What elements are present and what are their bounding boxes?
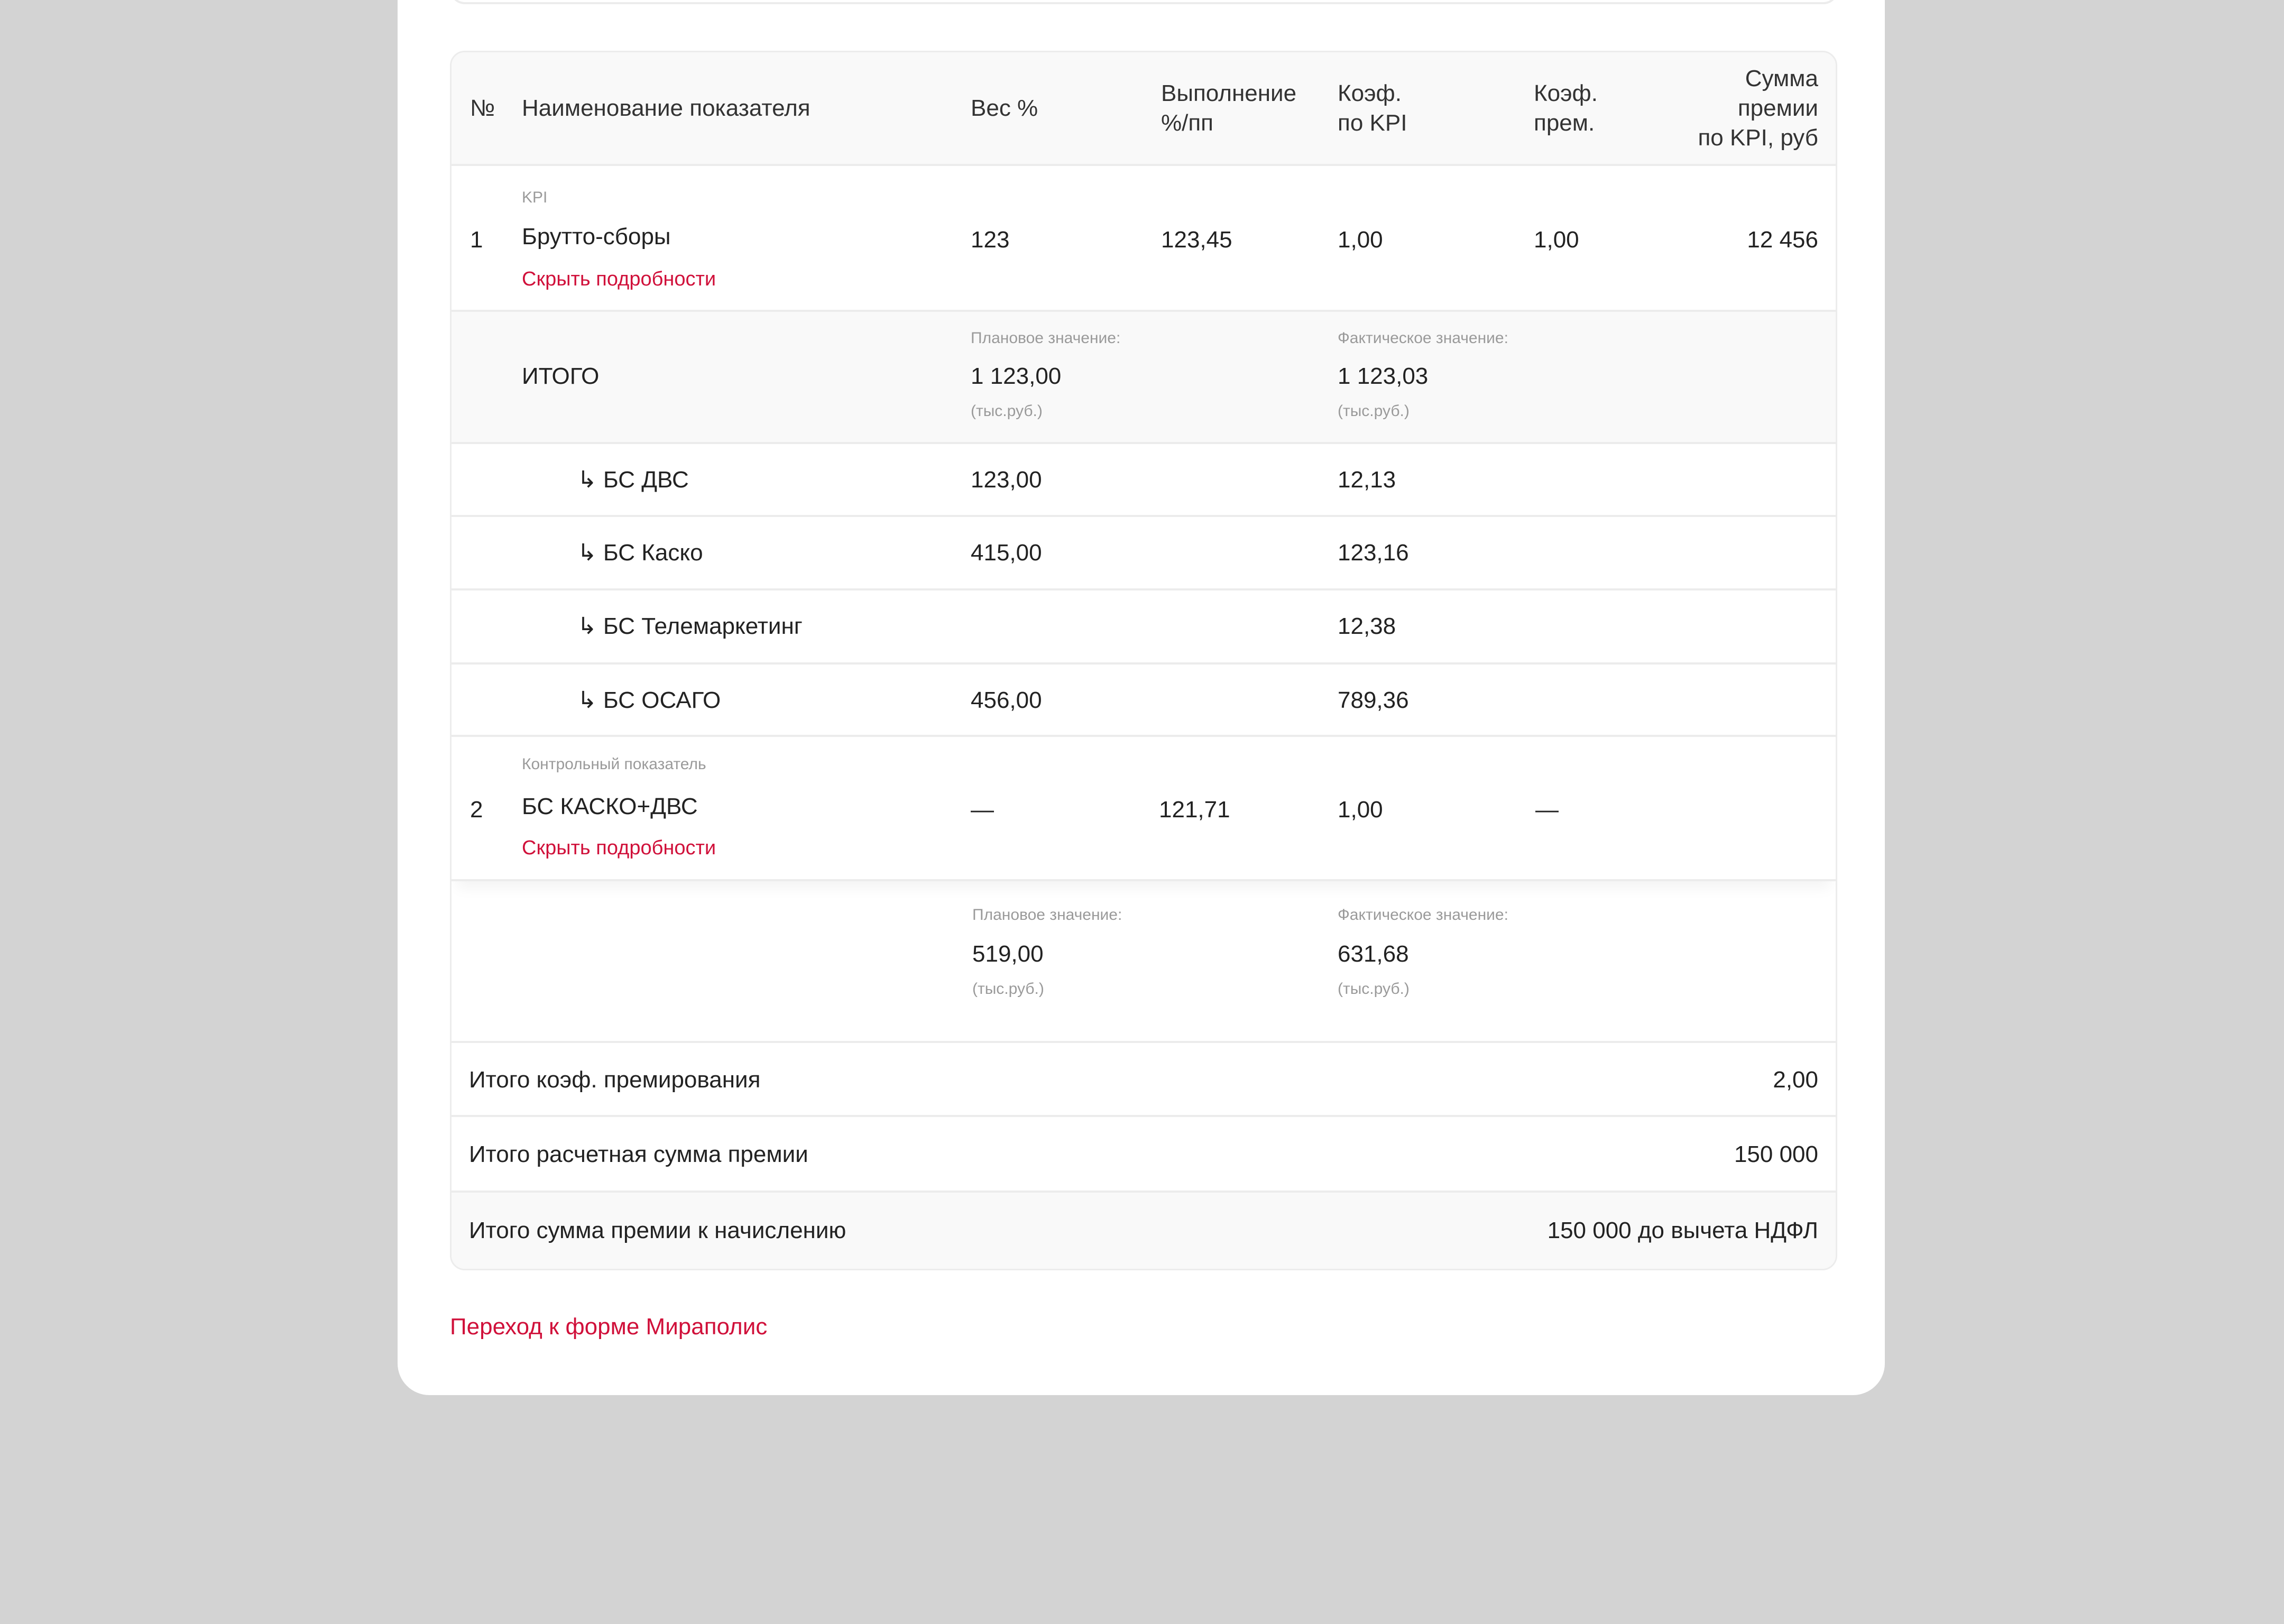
row-sum: 12 456	[1747, 227, 1818, 253]
header-completion-line1: Выполнение	[1161, 80, 1297, 106]
plan-unit: (тыс.руб.)	[971, 402, 1043, 420]
summary-label: Итого сумма премии к начислению	[469, 1217, 846, 1243]
summary-row-coef	[452, 1043, 1836, 1117]
total-label: ИТОГО	[522, 363, 600, 389]
row-weight: 123	[971, 227, 1010, 253]
summary-value: 150 000 до вычета НДФЛ	[1547, 1217, 1818, 1243]
plan-value: 1 123,00	[971, 363, 1062, 389]
row-type-label: KPI	[522, 189, 548, 206]
row-prem-coef: —	[1535, 797, 1559, 823]
mirapolis-form-link[interactable]: Переход к форме Мираполис	[450, 1314, 768, 1340]
row-completion: 123,45	[1161, 227, 1232, 253]
summary-value: 150 000	[1734, 1141, 1818, 1167]
fact-unit: (тыс.руб.)	[1338, 402, 1410, 420]
header-weight: Вес %	[971, 95, 1038, 121]
sub-row-fact: 789,36	[1338, 687, 1409, 713]
header-num: №	[470, 95, 495, 121]
row-completion: 121,71	[1159, 797, 1230, 823]
header-completion-line2: %/пп	[1161, 110, 1213, 136]
header-sum-line3: по KPI, руб	[1698, 125, 1818, 151]
row-name: Брутто-сборы	[522, 224, 671, 250]
plan-unit: (тыс.руб.)	[972, 980, 1044, 998]
sub-row-fact: 123,16	[1338, 540, 1409, 566]
sub-row	[452, 517, 1836, 590]
sub-arrow-icon: ↳	[577, 540, 597, 566]
header-completion	[1161, 79, 1296, 138]
table-row-kpi-1	[452, 166, 1836, 312]
sub-row-label: БС Телемаркетинг	[603, 613, 803, 639]
header-sum-line1: Сумма	[1745, 66, 1818, 91]
kpi-table	[450, 51, 1837, 1270]
header-kpi-coef-line2: по KPI	[1338, 110, 1407, 136]
sub-row-name	[577, 538, 703, 568]
sub-row	[452, 590, 1836, 665]
hide-details-link[interactable]: Скрыть подробности	[522, 268, 716, 290]
header-kpi-coef	[1338, 79, 1407, 138]
plan-value: 519,00	[972, 941, 1044, 967]
header-prem-coef	[1534, 79, 1598, 138]
control-details-row	[452, 881, 1836, 1043]
table-header	[452, 52, 1836, 166]
plan-label: Плановое значение:	[972, 906, 1122, 924]
row-num: 1	[470, 227, 483, 253]
summary-value: 2,00	[1773, 1067, 1818, 1093]
summary-row-calc-sum	[452, 1117, 1836, 1193]
plan-label: Плановое значение:	[971, 329, 1121, 347]
fact-unit: (тыс.руб.)	[1338, 980, 1410, 998]
row-num: 2	[470, 797, 483, 823]
row-type-label: Контрольный показатель	[522, 755, 706, 773]
sub-row-name	[577, 686, 721, 715]
header-prem-coef-line2: прем.	[1534, 110, 1595, 136]
row-kpi-coef: 1,00	[1338, 227, 1383, 253]
fact-label: Фактическое значение:	[1338, 329, 1508, 347]
fact-value: 1 123,03	[1338, 363, 1429, 389]
header-kpi-coef-line1: Коэф.	[1338, 80, 1402, 106]
total-row	[452, 312, 1836, 444]
sub-row-label: БС ОСАГО	[603, 687, 721, 713]
header-prem-coef-line1: Коэф.	[1534, 80, 1598, 106]
table-row-control-2	[452, 737, 1836, 881]
sub-row	[452, 665, 1836, 737]
sub-row-plan: 123,00	[971, 467, 1042, 493]
fact-value: 631,68	[1338, 941, 1409, 967]
header-sum	[1698, 64, 1818, 153]
summary-label: Итого коэф. премирования	[469, 1067, 761, 1093]
sub-row-label: БС Каско	[603, 540, 703, 566]
row-kpi-coef: 1,00	[1338, 797, 1383, 823]
sub-row	[452, 444, 1836, 517]
summary-label: Итого расчетная сумма премии	[469, 1141, 808, 1167]
row-name: БС КАСКО+ДВС	[522, 793, 698, 819]
sub-arrow-icon: ↳	[577, 613, 597, 639]
sub-row-fact: 12,38	[1338, 613, 1396, 639]
hide-details-link[interactable]: Скрыть подробности	[522, 837, 716, 859]
header-name: Наименование показателя	[522, 95, 811, 121]
sub-row-plan: 415,00	[971, 540, 1042, 566]
row-prem-coef: 1,00	[1534, 227, 1579, 253]
row-weight: —	[971, 797, 994, 823]
header-sum-line2: премии	[1737, 95, 1818, 121]
sub-row-name	[577, 612, 803, 641]
summary-row-final-sum	[452, 1193, 1836, 1269]
sub-arrow-icon: ↳	[577, 467, 597, 493]
sub-arrow-icon: ↳	[577, 687, 597, 713]
previous-section-edge	[450, 0, 1838, 4]
sub-row-fact: 12,13	[1338, 467, 1396, 493]
sub-row-name	[577, 465, 689, 495]
fact-label: Фактическое значение:	[1338, 906, 1508, 924]
sub-row-label: БС ДВС	[603, 467, 689, 493]
sub-row-plan: 456,00	[971, 687, 1042, 713]
